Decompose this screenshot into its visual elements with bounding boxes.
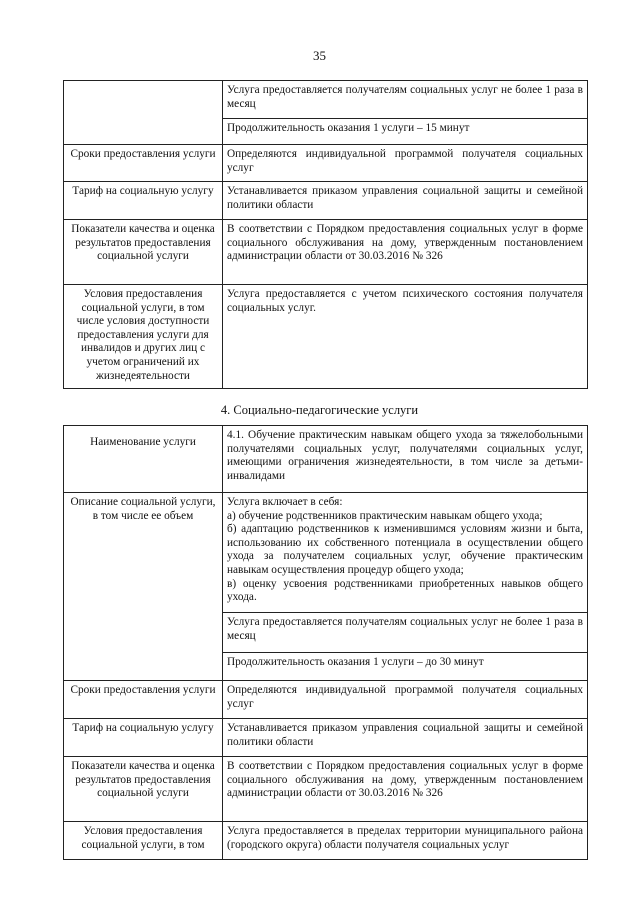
table-row [64,681,588,719]
terms-value: Определяются индивидуальной программой получателя социальных услуг [223,681,588,719]
tariff-value: Устанавливается приказом управления социальной защиты и семейной политики области [223,182,588,220]
duration-cell: Продолжительность оказания 1 услуги – 15 минут [223,119,588,145]
description-label: Описание социальной услуги, в том числе ее объем [64,493,223,681]
quality-label: Показатели качества и оценка результатов предоставления социальной услуги [64,220,223,285]
section-title: 4. Социально-педагогические услуги [220,403,419,417]
page-number: 35 [313,48,326,63]
conditions-value: Услуга предоставляется с учетом психического состояния получателя социальных услуг. [223,285,588,389]
quality-value: В соответствии с Порядком предоставления социальных услуг в форме социального обслуживания на дому, утвержденным постановлением администрации области от 30.03.2016 № 326 [223,220,588,285]
service-table-continued [63,80,588,389]
description-line: б) адаптацию родственников к изменившимся условиям жизни и быта, использованию их собственного потенциала в осуществлении общего ухода за получателем социальных услуг, обучение практическим навыкам осуществления процедур общего ухода; [227,523,583,576]
description-line: а) обучение родственников практическим навыкам общего ухода; [227,509,543,522]
table-row [64,220,588,285]
table-row [64,493,588,613]
table-row [64,822,588,860]
terms-label: Сроки предоставления услуги [64,681,223,719]
conditions-value: Услуга предоставляется в пределах территории муниципального района (городского округа) области получателя социальных услуг [223,822,588,860]
table-row [64,285,588,389]
frequency-cell: Услуга предоставляется получателям социальных услуг не более 1 раза в месяц [223,613,588,653]
table-row [64,182,588,220]
frequency-cell: Услуга предоставляется получателям социальных услуг не более 1 раза в месяц [223,81,588,119]
description-line: Услуга включает в себя: [227,496,343,508]
service-table [63,425,588,860]
conditions-label: Условия предоставления социальной услуги, в том [64,822,223,860]
conditions-label: Условия предоставления социальной услуги, в том числе условия доступности предоставления услуги для инвалидов и других лиц с учетом ограничений их жизнедеятельности [64,285,223,389]
empty-label-cell [64,81,223,145]
table-row [64,719,588,757]
tariff-label: Тариф на социальную услугу [64,719,223,757]
description-line: в) оценку усвоения родственниками приобретенных навыков общего ухода. [227,577,583,604]
terms-label: Сроки предоставления услуги [64,145,223,182]
terms-value: Определяются индивидуальной программой получателя социальных услуг [223,145,588,182]
service-name-label: Наименование услуги [64,426,223,493]
table-row [64,757,588,822]
tariff-label: Тариф на социальную услугу [64,182,223,220]
table-row [64,81,588,119]
quality-value: В соответствии с Порядком предоставления социальных услуг в форме социального обслуживания на дому, утвержденным постановлением администрации области от 30.03.2016 № 326 [223,757,588,822]
tariff-value: Устанавливается приказом управления социальной защиты и семейной политики области [223,719,588,757]
service-name-value: 4.1. Обучение практическим навыкам общего ухода за тяжелобольными получателями социальных услуг, получателями социальных услуг, имеющими ограничения жизнедеятельности, в том числе за детьми-инвалидами [223,426,588,493]
description-value [223,493,588,613]
duration-cell: Продолжительность оказания 1 услуги – до 30 минут [223,653,588,681]
quality-label: Показатели качества и оценка результатов предоставления социальной услуги [64,757,223,822]
table-row [64,145,588,182]
table-row [64,426,588,493]
